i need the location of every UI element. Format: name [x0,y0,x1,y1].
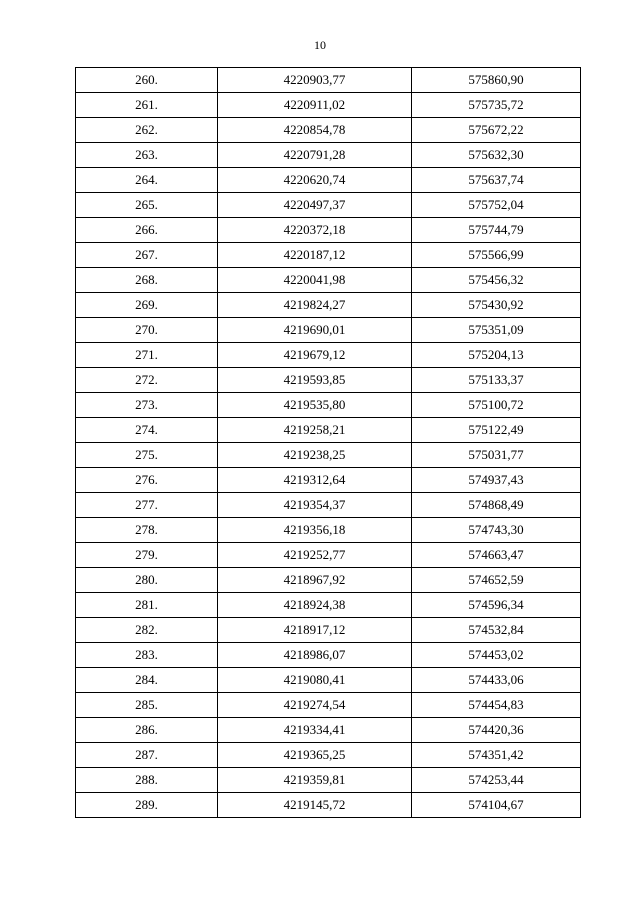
x-coordinate-cell: 4220187,12 [218,243,412,268]
point-number-cell: 280. [76,568,218,593]
x-coordinate-cell: 4218967,92 [218,568,412,593]
y-coordinate-cell: 574433,06 [412,668,581,693]
table-row [76,668,581,693]
table-row [76,493,581,518]
point-number-cell: 260. [76,68,218,93]
y-coordinate-cell: 574532,84 [412,618,581,643]
x-coordinate-cell: 4218924,38 [218,593,412,618]
x-coordinate-cell: 4219359,81 [218,768,412,793]
table-row [76,268,581,293]
coordinates-table-body [76,68,581,818]
table-row [76,718,581,743]
y-coordinate-cell: 574104,67 [412,793,581,818]
y-coordinate-cell: 575735,72 [412,93,581,118]
x-coordinate-cell: 4219252,77 [218,543,412,568]
x-coordinate-cell: 4220372,18 [218,218,412,243]
point-number-cell: 274. [76,418,218,443]
y-coordinate-cell: 575860,90 [412,68,581,93]
table-row [76,418,581,443]
point-number-cell: 285. [76,693,218,718]
table-row [76,568,581,593]
y-coordinate-cell: 575672,22 [412,118,581,143]
point-number-cell: 289. [76,793,218,818]
point-number-cell: 264. [76,168,218,193]
x-coordinate-cell: 4219145,72 [218,793,412,818]
y-coordinate-cell: 574743,30 [412,518,581,543]
table-row [76,368,581,393]
point-number-cell: 273. [76,393,218,418]
point-number-cell: 263. [76,143,218,168]
table-row [76,143,581,168]
x-coordinate-cell: 4219679,12 [218,343,412,368]
table-row [76,193,581,218]
point-number-cell: 277. [76,493,218,518]
x-coordinate-cell: 4219593,85 [218,368,412,393]
x-coordinate-cell: 4220903,77 [218,68,412,93]
point-number-cell: 288. [76,768,218,793]
point-number-cell: 262. [76,118,218,143]
y-coordinate-cell: 575456,32 [412,268,581,293]
table-row [76,618,581,643]
point-number-cell: 282. [76,618,218,643]
y-coordinate-cell: 575122,49 [412,418,581,443]
point-number-cell: 270. [76,318,218,343]
table-row [76,343,581,368]
y-coordinate-cell: 574253,44 [412,768,581,793]
point-number-cell: 275. [76,443,218,468]
y-coordinate-cell: 575632,30 [412,143,581,168]
x-coordinate-cell: 4218986,07 [218,643,412,668]
point-number-cell: 268. [76,268,218,293]
x-coordinate-cell: 4219365,25 [218,743,412,768]
table-row [76,743,581,768]
table-row [76,693,581,718]
point-number-cell: 272. [76,368,218,393]
x-coordinate-cell: 4220041,98 [218,268,412,293]
y-coordinate-cell: 575031,77 [412,443,581,468]
table-row [76,68,581,93]
x-coordinate-cell: 4220911,02 [218,93,412,118]
point-number-cell: 287. [76,743,218,768]
x-coordinate-cell: 4219356,18 [218,518,412,543]
y-coordinate-cell: 575637,74 [412,168,581,193]
point-number-cell: 261. [76,93,218,118]
table-row [76,243,581,268]
point-number-cell: 284. [76,668,218,693]
x-coordinate-cell: 4219312,64 [218,468,412,493]
x-coordinate-cell: 4220854,78 [218,118,412,143]
table-row [76,443,581,468]
point-number-cell: 286. [76,718,218,743]
x-coordinate-cell: 4219824,27 [218,293,412,318]
y-coordinate-cell: 574420,36 [412,718,581,743]
y-coordinate-cell: 575752,04 [412,193,581,218]
x-coordinate-cell: 4219274,54 [218,693,412,718]
coordinates-table [75,67,581,818]
table-row [76,293,581,318]
point-number-cell: 267. [76,243,218,268]
x-coordinate-cell: 4219354,37 [218,493,412,518]
point-number-cell: 269. [76,293,218,318]
point-number-cell: 265. [76,193,218,218]
y-coordinate-cell: 574454,83 [412,693,581,718]
y-coordinate-cell: 574453,02 [412,643,581,668]
table-row [76,643,581,668]
y-coordinate-cell: 575100,72 [412,393,581,418]
point-number-cell: 278. [76,518,218,543]
x-coordinate-cell: 4220620,74 [218,168,412,193]
x-coordinate-cell: 4220791,28 [218,143,412,168]
x-coordinate-cell: 4219080,41 [218,668,412,693]
x-coordinate-cell: 4219690,01 [218,318,412,343]
y-coordinate-cell: 575430,92 [412,293,581,318]
y-coordinate-cell: 574351,42 [412,743,581,768]
y-coordinate-cell: 574663,47 [412,543,581,568]
y-coordinate-cell: 574868,49 [412,493,581,518]
table-row [76,218,581,243]
x-coordinate-cell: 4219334,41 [218,718,412,743]
y-coordinate-cell: 575204,13 [412,343,581,368]
point-number-cell: 279. [76,543,218,568]
table-row [76,468,581,493]
y-coordinate-cell: 575133,37 [412,368,581,393]
x-coordinate-cell: 4219258,21 [218,418,412,443]
table-row [76,318,581,343]
y-coordinate-cell: 575566,99 [412,243,581,268]
y-coordinate-cell: 575744,79 [412,218,581,243]
y-coordinate-cell: 575351,09 [412,318,581,343]
table-row [76,793,581,818]
table-row [76,518,581,543]
table-row [76,93,581,118]
y-coordinate-cell: 574596,34 [412,593,581,618]
table-row [76,168,581,193]
table-row [76,768,581,793]
x-coordinate-cell: 4219238,25 [218,443,412,468]
point-number-cell: 271. [76,343,218,368]
x-coordinate-cell: 4219535,80 [218,393,412,418]
point-number-cell: 281. [76,593,218,618]
x-coordinate-cell: 4220497,37 [218,193,412,218]
table-row [76,593,581,618]
x-coordinate-cell: 4218917,12 [218,618,412,643]
y-coordinate-cell: 574652,59 [412,568,581,593]
page-number: 10 [314,38,326,52]
point-number-cell: 266. [76,218,218,243]
table-row [76,118,581,143]
point-number-cell: 276. [76,468,218,493]
y-coordinate-cell: 574937,43 [412,468,581,493]
point-number-cell: 283. [76,643,218,668]
table-row [76,543,581,568]
table-row [76,393,581,418]
